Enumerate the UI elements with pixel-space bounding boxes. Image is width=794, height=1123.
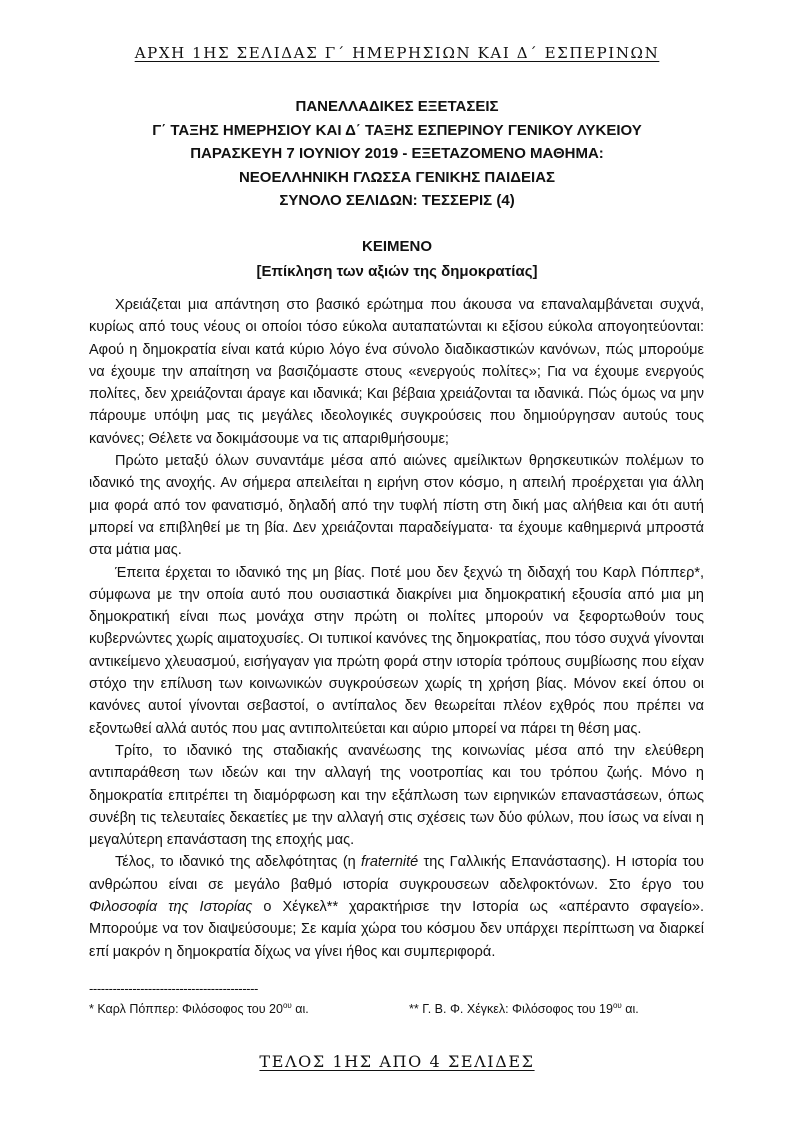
- paragraph-5: [89, 851, 704, 962]
- page-top-header: [0, 44, 794, 62]
- text-title-block: [0, 234, 794, 284]
- footnote-separator: -------------------------------------------: [89, 981, 258, 996]
- exam-header-line: ΠΑΡΑΣΚΕΥΗ 7 ΙΟΥΝΙΟΥ 2019 - ΕΞΕΤΑΖΟΜΕΝΟ ΜΑΘΗΜΑ:: [190, 145, 604, 162]
- page-top-header-text: ΑΡΧΗ 1ΗΣ ΣΕΛΙΔΑΣ Γ΄ ΗΜΕΡΗΣΙΩΝ ΚΑΙ Δ΄ ΕΣΠΕΡΙΝΩΝ: [134, 44, 660, 62]
- exam-header-line: ΠΑΝΕΛΛΑΔΙΚΕΣ ΕΞΕΤΑΣΕΙΣ: [295, 98, 499, 115]
- page-bottom-footer: [0, 1052, 794, 1071]
- footnote-text: * Καρλ Πόππερ: Φιλόσοφος του 20: [89, 1002, 283, 1017]
- footnote-text: ** Γ. Β. Φ. Χέγκελ: Φιλόσοφος του 19: [409, 1002, 613, 1017]
- body-text: [89, 294, 704, 963]
- footnote-superscript: ου: [612, 1001, 622, 1010]
- footnote-text: αι.: [621, 1002, 639, 1017]
- paragraph-5-part: ο Χέγκελ** χαρακτήρισε την Ιστορία ως «απέραντο σφαγείο». Μπορούμε να τον διαψεύσουμε; Σε καμία χώρα του κόσμου δεν υπάρχει περίπτωση να διαρκεί επί μακρόν η δημοκρατία δίχως να γίνει ήθος και συμπεριφορά.: [89, 899, 704, 960]
- footnote-superscript: ου: [282, 1001, 292, 1010]
- fraternite-term: fraternité: [361, 854, 419, 871]
- work-title: Φιλοσοφία της Ιστορίας: [89, 899, 253, 916]
- paragraph-4: Τρίτο, το ιδανικό της σταδιακής ανανέωσης της κοινωνίας μέσα από την ελεύθερη αντιπαράθεση των ιδεών και την αλλαγή της νοοτροπίας και του τρόπου ζωής. Μόνο η δημοκρατία επιτρέπει τη διαμόρφωση και την εξάπλωση των ειρηνικών επαναστάσεων, όπως συνέβη τις τελευταίες δεκαετίες με την αλλαγή στις σχέσεις των δύο φύλων, που ίσως να είναι η μεγαλύτερη επανάσταση της εποχής μας.: [89, 742, 704, 849]
- exam-header-line: ΝΕΟΕΛΛΗΝΙΚΗ ΓΛΩΣΣΑ ΓΕΝΙΚΗΣ ΠΑΙΔΕΙΑΣ: [238, 168, 556, 186]
- footnote-popper: [89, 1001, 309, 1016]
- paragraph-3: Έπειτα έρχεται το ιδανικό της μη βίας. Ποτέ μου δεν ξεχνώ τη διδαχή του Καρλ Πόππερ*, σύμφωνα με την οποία αυτό που ουσιαστικά διακρίνει μια δημοκρατική εξουσία από μια μη δημοκρατική είναι πως μονάχα στην πρώτη οι πολίτες μπορούν να ξεφορτωθούν τους κυβερνώντες χωρίς αιματοχυσίες. Οι τυπικοί κανόνες της δημοκρατίας, που τόσο συχνά γίνονται αντικείμενο χλευασμού, εισήγαγαν για πρώτη φορά στην ιστορία τρόπους συμβίωσης που είχαν στόχο την επίλυση των κοινωνικών συγκρούσεων χωρίς τη χρήση βίας. Μόνον εκεί όπου οι κανόνες αυτοί γίνονται σεβαστοί, ο αντίπαλος δεν θεωρείται πλέον εχθρός που πρέπει να εξοντωθεί αλλά αυτός που μας αντιπολιτεύεται και αύριο μπορεί να πάρει τη θέση μας.: [89, 564, 704, 737]
- paragraph-5-part: της Γαλλικής Επανάστασης). Η ιστορία του ανθρώπου είναι σε μεγάλο βαθμό ιστορία συγκρουσεων αδελφοκτόνων. Στο έργο του: [89, 854, 704, 893]
- footnote-text: αι.: [291, 1002, 309, 1017]
- paragraph-5-part: Τέλος, το ιδανικό της αδελφότητας (η: [115, 854, 362, 871]
- text-subtitle: [Επίκληση των αξιών της δημοκρατίας]: [256, 263, 538, 280]
- paragraph-1: Χρειάζεται μια απάντηση στο βασικό ερώτημα που άκουσα να επαναλαμβάνεται συχνά, κυρίως από τους νέους οι οποίοι τόσο εύκολα αυταπατώνται κι εξίσου εύκολα απογοητεύονται: Αφού η δημοκρατία είναι κατά κύριο λόγο ένα σύνολο διαδικαστικών κανόνων, πώς μπορούμε να έχουμε την απαίτηση να βασιζόμαστε στους «ενεργούς πολίτες»; Για να έχουμε ενεργούς πολίτες, δεν χρειάζονται άραγε και ιδανικά; Και βέβαια χρειάζονται τα ιδανικά. Πώς όμως να μην πάρουμε υπόψη μας τις μεγάλες ιδεολογικές συγκρούσεις που δημιούργησαν αυτούς τους κανόνες; Θέλετε να δοκιμάσουμε να τις απαριθμήσουμε;: [89, 297, 704, 447]
- page-bottom-footer-text: ΤΕΛΟΣ 1ΗΣ ΑΠΟ 4 ΣΕΛΙΔΕΣ: [259, 1052, 535, 1071]
- exam-header: [0, 95, 794, 213]
- exam-header-line: ΣΥΝΟΛΟ ΣΕΛΙΔΩΝ: ΤΕΣΣΕΡΙΣ (4): [279, 192, 515, 209]
- exam-header-line: Γ΄ ΤΑΞΗΣ ΗΜΕΡΗΣΙΟΥ ΚΑΙ Δ΄ ΤΑΞΗΣ ΕΣΠΕΡΙΝΟΥ ΓΕΝΙΚΟΥ ΛΥΚΕΙΟΥ: [152, 121, 642, 139]
- paragraph-2: Πρώτο μεταξύ όλων συναντάμε μέσα από αιώνες αμείλικτων θρησκευτικών πολέμων το ιδανικό της ανοχής. Αν σήμερα απειλείται η ειρήνη στον κόσμο, η απειλή προέρχεται για άλλη μια φορά από τον φανατισμό, δηλαδή από την τυφλή πίστη στη δική μας αλήθεια και ότι αυτή μπορεί να επιβληθεί με τη βία. Δεν χρειάζονται παραδείγματα· τα έχουμε καθημερινά μπροστά στα μάτια μας.: [89, 453, 704, 559]
- footnote-hegel: [409, 1001, 639, 1016]
- text-heading: ΚΕΙΜΕΝΟ: [361, 238, 432, 255]
